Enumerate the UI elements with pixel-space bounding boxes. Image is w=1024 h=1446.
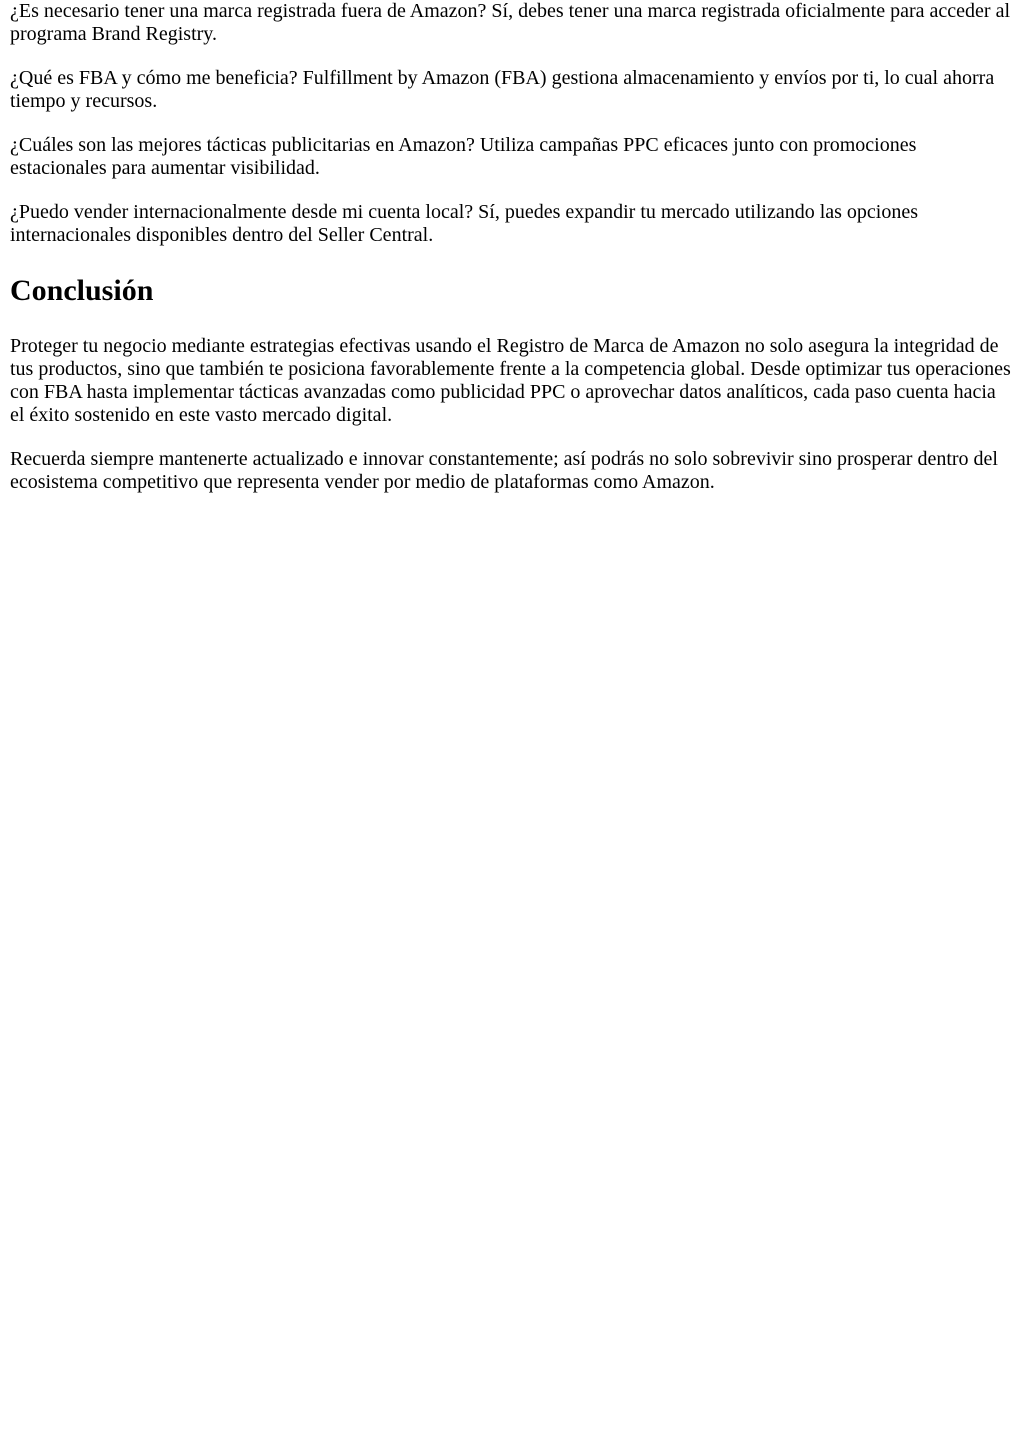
faq-item: ¿Cuáles son las mejores tácticas publicitarias en Amazon? Utiliza campañas PPC eficaces junto con promociones estacionales para aumentar visibilidad.	[10, 134, 917, 179]
faq-item: ¿Qué es FBA y cómo me beneficia? Fulfillment by Amazon (FBA) gestiona almacenamiento y envíos por ti, lo cual ahorra tiempo y recursos.	[10, 67, 995, 112]
conclusion-heading: Conclusión	[10, 274, 154, 307]
faq-item: ¿Puedo vender internacionalmente desde mi cuenta local? Sí, puedes expandir tu mercado utilizando las opciones internacionales disponibles dentro del Seller Central.	[10, 201, 919, 246]
faq-item: ¿Es necesario tener una marca registrada fuera de Amazon? Sí, debes tener una marca registrada oficialmente para acceder al programa Brand Registry.	[10, 0, 1011, 45]
conclusion-paragraph: Recuerda siempre mantenerte actualizado e innovar constantemente; así podrás no solo sobrevivir sino prosperar dentro del ecosistema competitivo que representa vender por medio de plataformas como Amazon.	[10, 448, 998, 493]
faq-list	[10, 0, 1014, 247]
conclusion-body	[10, 335, 1014, 494]
document-page	[0, 0, 1024, 494]
conclusion-paragraph: Proteger tu negocio mediante estrategias efectivas usando el Registro de Marca de Amazon no solo asegura la integridad de tus productos, sino que también te posiciona favorablemente frente a la competencia global. Desde optimizar tus operaciones con FBA hasta implementar tácticas avanzadas como publicidad PPC o aprovechar datos analíticos, cada paso cuenta hacia el éxito sostenido en este vasto mercado digital.	[10, 335, 1011, 426]
